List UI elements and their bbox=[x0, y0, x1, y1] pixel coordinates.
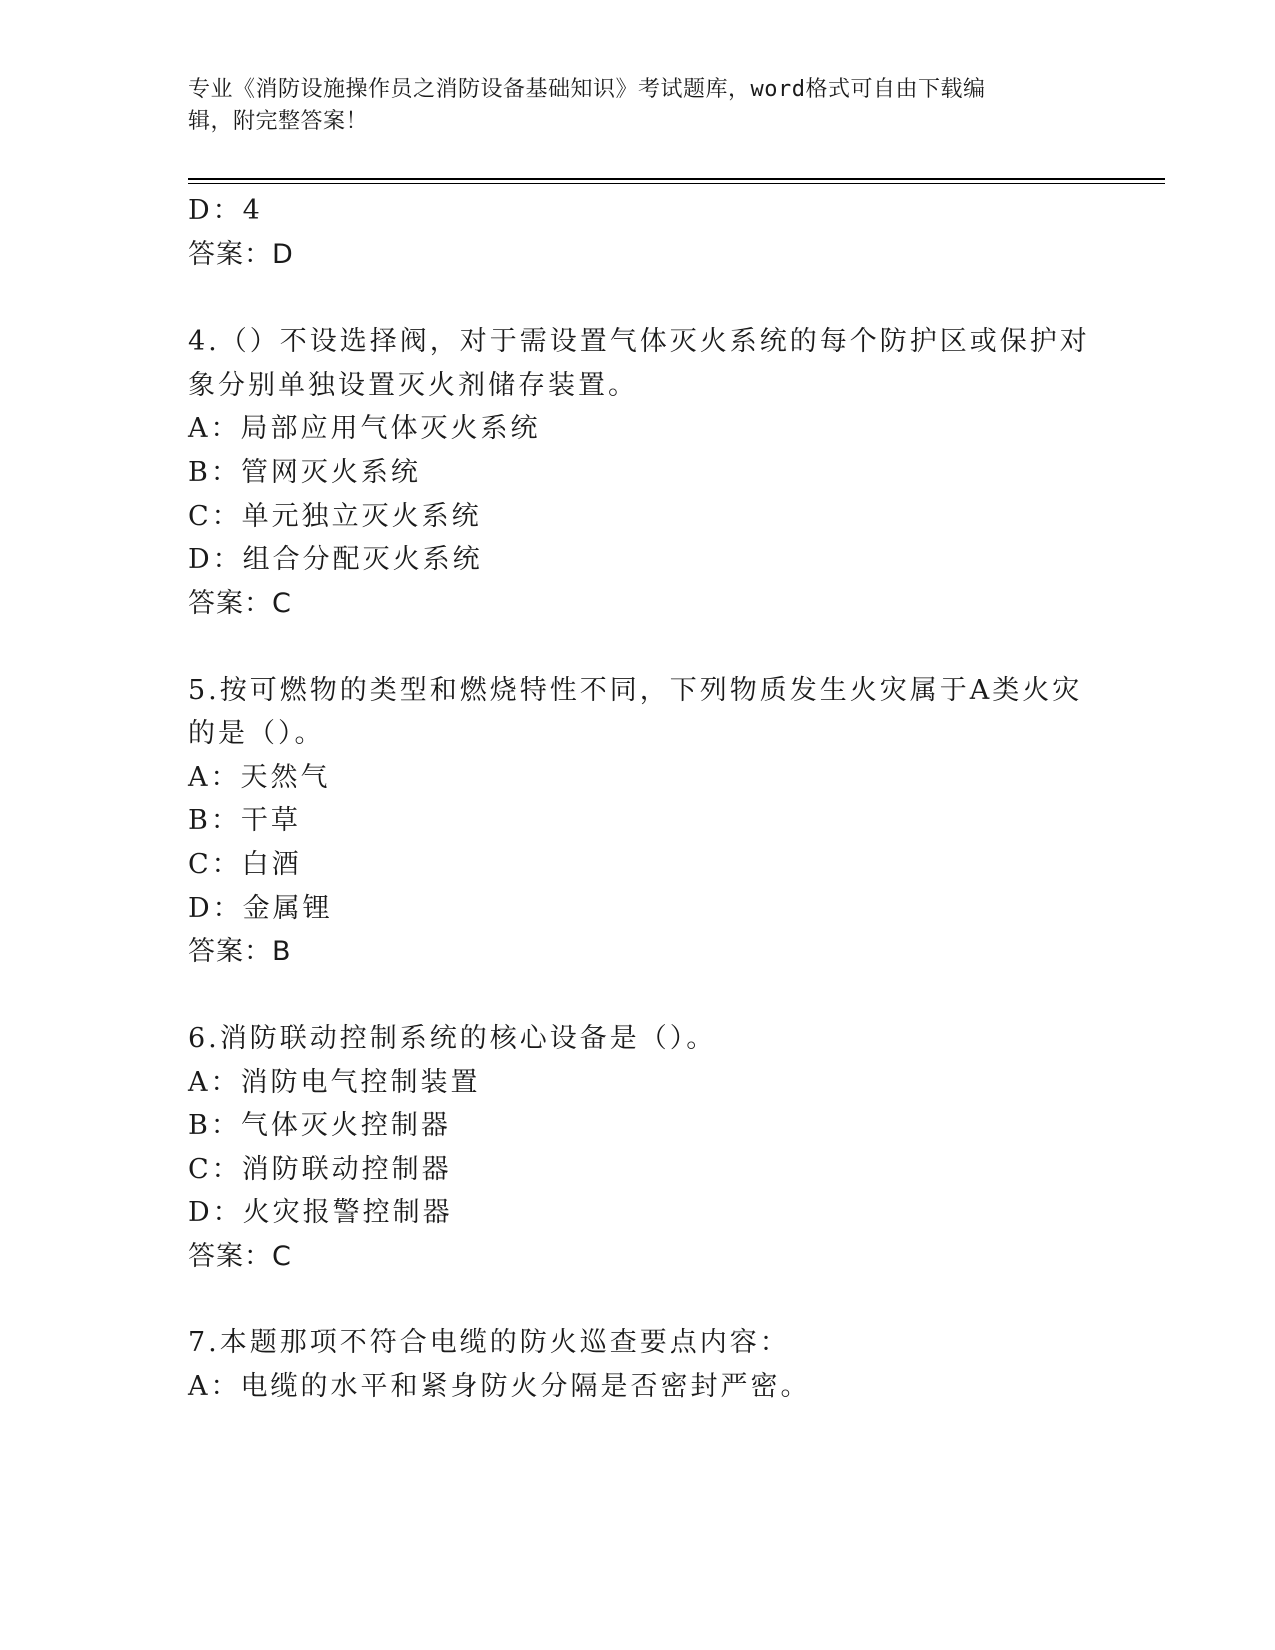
prev-question-answer: 答案：D bbox=[188, 239, 294, 270]
prev-question-option-d: D：4 bbox=[188, 195, 263, 226]
q6-option-c: C：消防联动控制器 bbox=[188, 1154, 452, 1185]
header-line-2: 辑，附完整答案！ bbox=[188, 109, 369, 134]
q6-option-a: A：消防电气控制装置 bbox=[188, 1067, 481, 1098]
q4-option-c: C：单元独立灭火系统 bbox=[188, 501, 482, 532]
q5-stem-line-1: 5.按可燃物的类型和燃烧特性不同，下列物质发生火灾属于A类火灾 bbox=[188, 675, 1083, 706]
q6-stem-line-1: 6.消防联动控制系统的核心设备是（）。 bbox=[188, 1023, 717, 1054]
q7-stem-line-1: 7.本题那项不符合电缆的防火巡查要点内容： bbox=[188, 1327, 790, 1358]
q6-option-b: B：气体灭火控制器 bbox=[188, 1110, 451, 1141]
q6-answer: 答案：C bbox=[188, 1241, 292, 1272]
q5-stem-line-2: 的是（）。 bbox=[188, 718, 325, 749]
q4-answer: 答案：C bbox=[188, 588, 292, 619]
q6-option-d: D：火灾报警控制器 bbox=[188, 1197, 453, 1228]
header-divider-thick bbox=[188, 178, 1165, 180]
q4-stem-line-1: 4.（）不设选择阀，对于需设置气体灭火系统的每个防护区或保护对 bbox=[188, 326, 1090, 357]
q5-option-d: D：金属锂 bbox=[188, 893, 333, 924]
q5-option-c: C：白酒 bbox=[188, 849, 302, 880]
q4-option-d: D：组合分配灭火系统 bbox=[188, 544, 483, 575]
q4-option-b: B：管网灭火系统 bbox=[188, 457, 421, 488]
q5-option-b: B：干草 bbox=[188, 805, 301, 836]
q4-stem-line-2: 象分别单独设置灭火剂储存装置。 bbox=[188, 370, 638, 401]
header-line-1: 专业《消防设施操作员之消防设备基础知识》考试题库，word格式可自由下载编 bbox=[188, 77, 986, 102]
q7-option-a: A：电缆的水平和紧身防火分隔是否密封严密。 bbox=[188, 1371, 811, 1402]
q4-option-a: A：局部应用气体灭火系统 bbox=[188, 413, 541, 444]
header-divider-thin bbox=[188, 183, 1165, 184]
q5-answer: 答案：B bbox=[188, 936, 292, 967]
document-header bbox=[188, 74, 1088, 138]
q5-option-a: A：天然气 bbox=[188, 762, 331, 793]
